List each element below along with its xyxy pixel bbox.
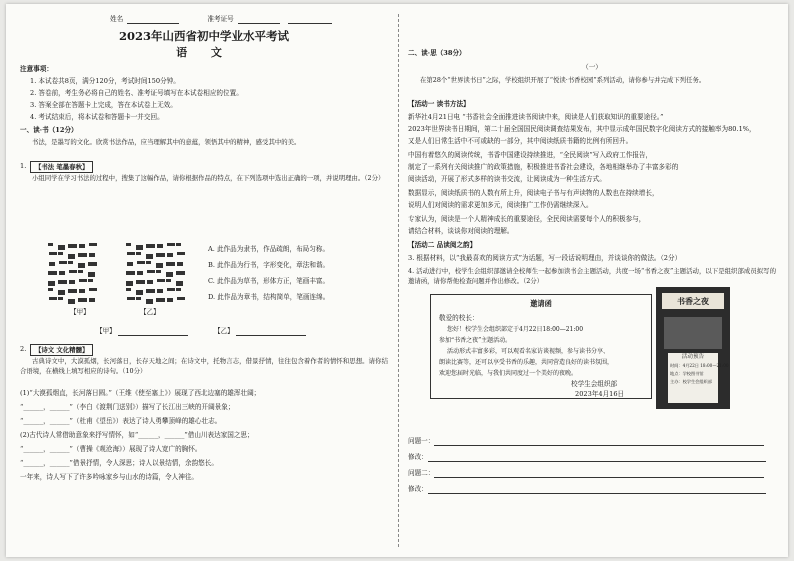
calligraphy-stroke	[78, 270, 83, 273]
event-poster-image	[656, 287, 730, 409]
option-c: C. 此作品为草书，形体方正，笔画丰富。	[208, 277, 330, 285]
calligraphy-stroke	[156, 298, 165, 302]
calligraphy-stroke	[48, 271, 57, 275]
calligraphy-stroke	[126, 288, 131, 291]
name-field[interactable]	[127, 23, 179, 24]
answer-label: 问题一：	[408, 437, 435, 445]
calligraphy-stroke	[68, 244, 77, 248]
name-label: 姓名	[110, 15, 124, 23]
poster-notice	[668, 353, 729, 403]
column-divider	[398, 14, 399, 547]
calligraphy-stroke	[137, 261, 145, 264]
invite-title: 邀请函	[530, 299, 552, 308]
calligraphy-stroke	[177, 252, 185, 255]
calligraphy-stroke	[146, 289, 155, 293]
poster-line: 主办：校学生会组织部	[670, 379, 712, 384]
calligraphy-stroke	[58, 252, 63, 255]
notes-title: 注意事项：	[20, 65, 53, 73]
ticket-field[interactable]	[238, 23, 280, 24]
calligraphy-stroke	[88, 262, 97, 266]
q2-tag: 【诗文 文化精髓】	[30, 344, 93, 356]
calligraphy-stroke	[68, 289, 77, 293]
calligraphy-glyphs	[42, 237, 192, 319]
calligraphy-stroke	[69, 270, 77, 273]
calligraphy-stroke	[89, 288, 97, 291]
option-a: A. 此作品为隶书，作品疏朗，布局匀称。	[208, 245, 330, 253]
calligraphy-stroke	[157, 279, 165, 282]
calligraphy-stroke	[88, 272, 95, 277]
ticket-field-2[interactable]	[288, 23, 332, 24]
answer-yi-label: 【乙】	[214, 327, 234, 335]
invitation-card	[430, 294, 652, 399]
calligraphy-stroke	[146, 261, 151, 264]
calligraphy-stroke	[79, 244, 85, 248]
news-line: 数据显示，阅读纸质书的人数有所上升，阅读电子书与有声读物的人数也在持续增长，	[408, 189, 659, 197]
q2-line: “______，______”（杜甫《望岳》）表达了诗人勇攀顶峰的雄心壮志。	[20, 417, 222, 425]
calligraphy-stroke	[176, 281, 183, 286]
news-line: 中国有着悠久的阅读传统，书香中国建设持续推进，“全民阅读”写入政府工作报告，	[408, 151, 653, 159]
calligraphy-stroke	[49, 297, 57, 300]
invite-body-line: 朗读比赛等，还可以享受书香的乐趣，共同营造良好的读书氛围，	[439, 359, 614, 366]
calligraphy-stroke	[58, 290, 65, 295]
news-line: 新华社4月21日电 “书香社会全面推进读书阅读中来，阅读是人们获取知识的重要途径。”	[408, 113, 664, 121]
answer-line[interactable]	[428, 493, 766, 494]
calligraphy-stroke	[167, 243, 175, 246]
calligraphy-stroke	[79, 289, 85, 293]
section2-part: （一）	[582, 63, 602, 71]
q2-line: (1)“大漠孤烟直，长河落日圆。”（王维《使至塞上》）展现了西北边塞的雄浑壮阔；	[20, 389, 261, 397]
invite-body-line: 欢迎您届时光临，与我们共同度过一个美好的夜晚。	[439, 370, 578, 377]
section2-intro: 在第28个“世界读书日”之际，学校组织开展了“悦读·书香校园”系列活动，请你参与并完成下列任务。	[420, 76, 706, 84]
calligraphy-stroke	[146, 299, 153, 304]
callig-left-label: 【甲】	[70, 308, 90, 316]
calligraphy-stroke	[88, 279, 93, 282]
note-item: 1. 本试卷共8页，满分120分，考试时间150分钟。	[30, 77, 180, 85]
calligraphy-stroke	[137, 271, 143, 275]
calligraphy-left-block-marks	[48, 243, 97, 304]
answer-jia-field[interactable]	[118, 335, 188, 336]
invite-body-line: 活动形式丰富多彩，可以观看名家访谈视频，参与读书分享、	[447, 348, 610, 355]
exam-title: 2023年山西省初中学业水平考试	[118, 29, 289, 43]
calligraphy-stroke	[136, 245, 143, 250]
answer-row-3	[408, 468, 764, 478]
answer-yi-field[interactable]	[236, 335, 306, 336]
calligraphy-stroke	[127, 252, 135, 255]
q3-text: 3. 根据材料，以“我最喜欢的阅读方式”为话题，写一段话说明理由，并谈谈你的做法。（2分）	[408, 254, 682, 262]
calligraphy-stroke	[166, 262, 175, 266]
calligraphy-stroke	[68, 261, 73, 264]
q1-tag: 【书法 笔墨春秋】	[30, 161, 93, 173]
news-line: 2023年世界读书日期间，第二十届全国国民阅读调查结果发布，其中显示成年国民数字化阅读方式的接触率为80.1%，	[408, 125, 756, 133]
calligraphy-stroke	[167, 253, 173, 257]
answer-label: 修改：	[408, 453, 428, 461]
calligraphy-stroke	[136, 290, 143, 295]
calligraphy-stroke	[176, 288, 181, 291]
calligraphy-stroke	[48, 281, 55, 286]
calligraphy-stroke	[146, 244, 155, 248]
option-d: D. 此作品为章书，结构简单，笔画连绵。	[208, 293, 330, 301]
invite-salutation: 敬爱的校长：	[439, 314, 479, 322]
calligraphy-stroke	[177, 297, 185, 300]
invite-date: 2023年4月16日	[575, 390, 625, 398]
calligraphy-stroke	[59, 271, 65, 275]
answer-line[interactable]	[428, 461, 766, 462]
q2-line: “______，______”（李白《渡荆门送别》）描写了长江出三峡的开阔景象；	[20, 403, 235, 411]
calligraphy-stroke	[136, 252, 141, 255]
calligraphy-stroke	[157, 244, 163, 248]
calligraphy-stroke	[136, 280, 145, 284]
answer-jia-label: 【甲】	[96, 327, 116, 335]
invite-body-line: 参加“书香之夜”主题活动。	[439, 337, 512, 344]
answer-row-4	[408, 484, 766, 494]
calligraphy-stroke	[89, 243, 97, 246]
exam-sheet	[6, 4, 788, 557]
calligraphy-stroke	[68, 254, 75, 259]
right-column	[408, 4, 776, 557]
q2-label: 2.	[20, 345, 27, 353]
answer-label: 修改：	[408, 485, 428, 493]
calligraphy-stroke	[166, 279, 171, 282]
answer-row-1	[408, 436, 764, 446]
calligraphy-stroke	[156, 263, 163, 268]
ticket-label: 准考证号	[207, 15, 234, 23]
calligraphy-right-block-marks	[126, 243, 185, 304]
section1-intro: 书法，是墨写的文化。欣赏书法作品，应当理解其中的意蕴，领悟其中的精神，感受其中的美。	[32, 138, 301, 146]
calligraphy-stroke	[58, 280, 67, 284]
option-b: B. 此作品为行书，字形变化，章法和谐。	[208, 261, 330, 269]
q4-text: 4. 活动进行中，校学生会组织部邀请全校师生一起参加读书会主题活动，共度一场“书香之夜”主题活动，以下是组织部成员拟写的邀请函，请你帮他检查问题并作出修改。（2分）	[408, 267, 776, 285]
calligraphy-stroke	[68, 299, 75, 304]
calligraphy-stroke	[157, 289, 163, 293]
news-line: 制定了一系列有关阅读推广的政策措施，积极推进书香社会建设，各地相继举办了丰富多彩的	[408, 163, 679, 171]
calligraphy-stroke	[167, 288, 175, 291]
section1-heading: 一、读·书（12分）	[20, 126, 78, 134]
calligraphy-stroke	[126, 281, 133, 286]
note-item: 2. 答卷前，考生务必将自己的姓名、准考证号填写在本试卷相应的位置。	[30, 89, 243, 97]
poster-line: 时间：4月22日 18:00—21:00	[670, 363, 729, 368]
calligraphy-stroke	[147, 270, 155, 273]
calligraphy-stroke	[58, 245, 65, 250]
answer-jia-row	[96, 326, 306, 336]
poster-title: 书香之夜	[662, 293, 724, 309]
calligraphy-stroke	[49, 252, 57, 255]
calligraphy-stroke	[126, 271, 135, 275]
calligraphy-stroke	[89, 253, 95, 257]
calligraphy-stroke	[147, 280, 153, 284]
answer-row-2	[408, 452, 766, 462]
answer-label: 问题二：	[408, 469, 435, 477]
section2-heading: 二、读·思（38分）	[408, 49, 466, 57]
calligraphy-stroke	[49, 262, 55, 266]
calligraphy-stroke	[48, 288, 53, 291]
calligraphy-stroke	[78, 263, 85, 268]
invite-sign: 校学生会组织部	[571, 380, 618, 388]
activity1-tag: 【活动一 读书方法】	[408, 100, 470, 108]
note-item: 4. 考试结束后，将本试卷和答题卡一并交回。	[30, 113, 164, 121]
name-row	[110, 14, 332, 24]
answer-line[interactable]	[434, 477, 764, 478]
left-column	[20, 4, 388, 557]
note-item: 3. 答案全部在答题卡上完成，答在本试卷上无效。	[30, 101, 177, 109]
calligraphy-stroke	[89, 298, 95, 302]
poster-illustration	[664, 317, 722, 349]
calligraphy-stroke	[48, 243, 53, 246]
poster-sub: 活动预告	[681, 354, 705, 360]
q2-line: “______，______”借景抒情，令人深思；诗人以景结情，余韵悠长。	[20, 459, 218, 467]
answer-line[interactable]	[434, 445, 764, 446]
calligraphy-stroke	[59, 261, 67, 264]
news-line: 专家认为，阅读是一个人精神成长的重要途径，全民阅读需要每个人的积极参与，	[408, 215, 646, 223]
poster-line: 地点：学校图书馆	[670, 371, 704, 376]
calligraphy-stroke	[176, 271, 185, 275]
news-line: 又是人们日常生活中不可或缺的一部分，其中阅读纸质书籍的比例有所回升。	[408, 137, 633, 145]
news-line: 请结合材料，谈谈你对阅读的理解。	[408, 227, 514, 235]
calligraphy-stroke	[136, 297, 141, 300]
calligraphy-stroke	[177, 262, 183, 266]
calligraphy-stroke	[127, 262, 133, 266]
calligraphy-stroke	[78, 298, 87, 302]
q1-label: 1.	[20, 162, 27, 170]
q2-line: (2)古代诗人常借助意象来抒写情怀，如“______，______”借山川表达家国之思；	[20, 431, 254, 439]
calligraphy-image	[42, 237, 192, 319]
calligraphy-stroke	[127, 297, 135, 300]
q1-text: 小组同学在学习书法的过程中，搜集了这幅作品，请你根据作品的特点，在下列选项中选出正确的一项，并说明理由。（2分）	[32, 174, 385, 182]
calligraphy-stroke	[78, 253, 87, 257]
calligraphy-stroke	[166, 272, 173, 277]
callig-right-label: 【乙】	[140, 308, 160, 316]
activity2-tag: 【活动二 品读阅之韵】	[408, 241, 477, 249]
calligraphy-stroke	[146, 254, 153, 259]
calligraphy-stroke	[156, 253, 165, 257]
news-line: 阅读活动，开展了形式多样的读书交流，让阅读成为一种生活方式。	[408, 175, 606, 183]
calligraphy-stroke	[156, 270, 161, 273]
invite-body-line: 您好！校学生会组织部定于4月22日18:00—21:00	[447, 326, 584, 333]
calligraphy-stroke	[126, 243, 131, 246]
calligraphy-stroke	[58, 297, 63, 300]
q2-text: 古典诗文中，大漠孤烟，长河落日，长存天地之间；在诗文中，托物言志，借景抒情，往往包含着作者的情怀和思想。请你结合语境，在横线上填写相应的诗句。（10分）	[20, 357, 388, 375]
q2-line: “______，______”（曹操《观沧海》）展现了诗人宽广的胸怀。	[20, 445, 202, 453]
news-line: 说明人们对阅读的需求更加多元，阅读推广工作仍需继续深入。	[408, 201, 593, 209]
calligraphy-stroke	[176, 243, 181, 246]
q2-line: 一年来，诗人写下了许多吟咏家乡与山水的诗篇，令人神往。	[20, 473, 199, 481]
subject-title: 语 文	[176, 46, 232, 59]
calligraphy-stroke	[79, 279, 87, 282]
calligraphy-stroke	[69, 280, 75, 284]
calligraphy-stroke	[167, 298, 173, 302]
